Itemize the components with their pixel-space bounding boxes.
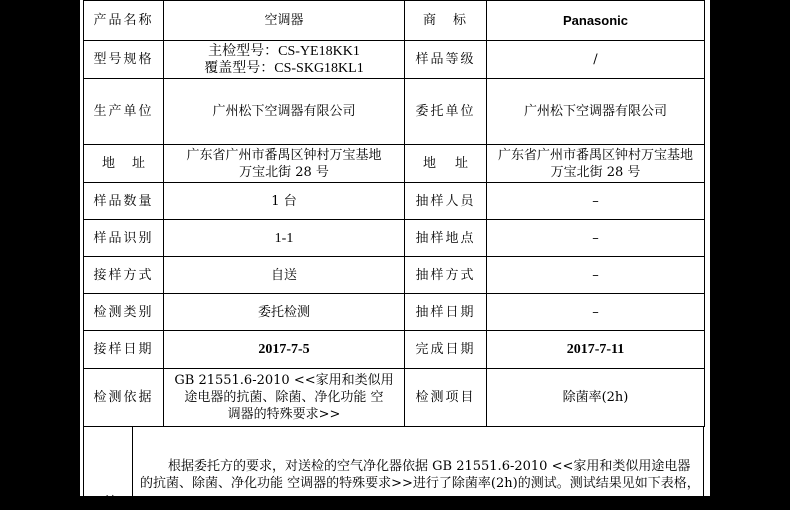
covered-model-line: 覆盖型号：CS-SKG18KL1 [204,60,364,76]
table-row [84,1,705,41]
model-value [164,41,405,79]
test-basis-label: 检测依据 [84,369,164,427]
conclusion-label-cell [84,427,133,510]
client-value: 广州松下空调器有限公司 [487,79,705,145]
sample-quantity-value: 1 台 [164,183,405,220]
receipt-method-value: 自送 [164,257,405,294]
test-item-value: 除菌率(2h) [487,369,705,427]
test-category-label: 检测类别 [84,294,164,331]
sampling-date-label: 抽样日期 [405,294,487,331]
sampler-label: 抽样人员 [405,183,487,220]
sample-quantity-label: 样品数量 [84,183,164,220]
table-row [84,220,705,257]
sampling-date-value: – [487,294,705,331]
client-address: 广东省广州市番禺区钟村万宝基地 万宝北街 28 号 [487,145,705,183]
address-label: 地 址 [84,145,164,183]
sampling-location-label: 抽样地点 [405,220,487,257]
main-model-line: 主检型号：CS-YE18KK1 [208,43,360,59]
sample-grade-value: / [487,41,705,79]
table-row [84,41,705,79]
test-item-label: 检测项目 [405,369,487,427]
sampling-location-value: – [487,220,705,257]
conclusion-label: 结 [104,495,118,510]
sample-id-label: 样品识别 [84,220,164,257]
conclusion-text: 根据委托方的要求，对送检的空气净化器依据 GB 21551.6-2010 <<家用和类似用途电器的抗菌、除菌、净化功能 空调器的特殊要求>>进行了除菌率(2h)的测试。测试结果见如下表格， [140,459,700,491]
manufacturer-value: 广州松下空调器有限公司 [164,79,405,145]
table-row [84,369,705,427]
receipt-date-label: 接样日期 [84,331,164,369]
product-name-value: 空调器 [164,1,405,41]
sample-info-table [83,0,705,427]
sampler-value: – [487,183,705,220]
client-address-label: 地 址 [405,145,487,183]
completion-date-label: 完成日期 [405,331,487,369]
manufacturer-label: 生产单位 [84,79,164,145]
table-row [84,257,705,294]
sample-id-value: 1-1 [164,220,405,257]
brand-value: Panasonic [487,1,705,41]
test-category-value: 委托检测 [164,294,405,331]
table-row [84,145,705,183]
table-row [84,79,705,145]
product-name-label: 产品名称 [84,1,164,41]
sampling-method-label: 抽样方式 [405,257,487,294]
client-label: 委托单位 [405,79,487,145]
test-basis-value: GB 21551.6-2010 <<家用和类似用 途电器的抗菌、除菌、净化功能 空 调器的特殊要求>> [164,369,405,427]
table-row [84,294,705,331]
model-label: 型号规格 [84,41,164,79]
report-page [80,0,710,510]
completion-date-value: 2017-7-11 [487,331,705,369]
table-row [84,331,705,369]
manufacturer-address: 广东省广州市番禺区钟村万宝基地 万宝北街 28 号 [164,145,405,183]
sample-grade-label: 样品等级 [405,41,487,79]
table-row [84,183,705,220]
conclusion-section [83,426,704,510]
receipt-date-value: 2017-7-5 [164,331,405,369]
brand-label: 商 标 [405,1,487,41]
receipt-method-label: 接样方式 [84,257,164,294]
sampling-method-value: – [487,257,705,294]
